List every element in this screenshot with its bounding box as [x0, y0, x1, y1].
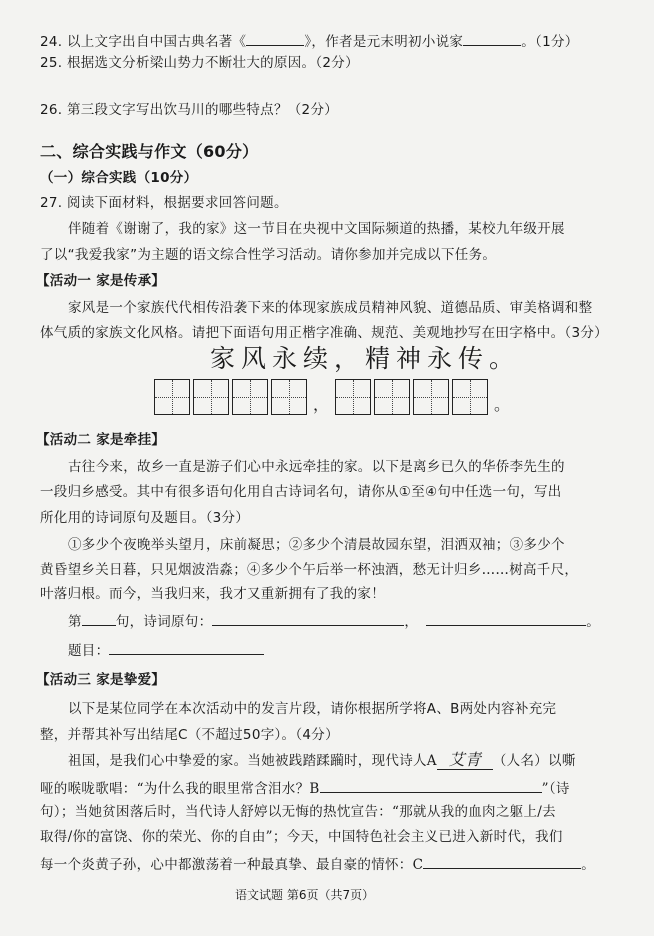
q24-text-2: 》，作者是元末明初小说家 — [304, 34, 464, 50]
activity-2-text: 古往今来，故乡一直是游子们心中永远牵挂的家。以下是离乡已久的华侨李先生的 — [68, 459, 565, 475]
handwritten-answer-a: 艾青 — [448, 750, 482, 769]
speech-line: 句）；当她贫困落后时，当代诗人舒婷以无悔的热忱宣告：“那就从我的血肉之躯上/去 — [40, 804, 556, 820]
grid-period: 。 — [494, 395, 511, 414]
question-25: 25. 根据选文分析梁山势力不断壮大的原因。（2分） — [40, 55, 359, 71]
poem-title-blank[interactable] — [109, 640, 264, 655]
speech-text: （人名）以嘶 — [492, 753, 576, 769]
activity-2-text: 所化用的诗词原句及题目。（3分） — [40, 510, 250, 526]
question-26: 26. 第三段文字写出饮马川的哪些特点？（2分） — [40, 102, 339, 118]
activity-2-text: 一段归乡感受。其中有很多语句化用自古诗词名句，请你从①至④句中任选一句，写出 — [40, 484, 562, 500]
activity-2-title: 【活动二 家是牵挂】 — [36, 432, 166, 448]
speech-line: 取得/你的富饶、你的荣光、你的自由”；今天，中国特色社会主义已进入新时代，我们 — [40, 829, 563, 845]
poem-line-2-blank[interactable] — [426, 611, 586, 626]
sentence-number-blank[interactable] — [82, 611, 116, 626]
tianzige-box[interactable] — [193, 379, 229, 415]
q24-text: 24. 以上文字出自中国古典名著《 — [40, 34, 247, 50]
tianzige-box[interactable] — [271, 379, 307, 415]
speech-line — [40, 778, 570, 798]
activity-1-title: 【活动一 家是传承】 — [36, 273, 166, 289]
passage-line: 黄昏望乡关日暮，只见烟波浩淼；④多少个午后举一杯浊酒，愁无计归乡……树高千尺， — [40, 562, 579, 578]
q24-score: 。（1分） — [521, 34, 579, 50]
tianzige-box[interactable] — [413, 379, 449, 415]
speech-text: 哑的喉咙歌唱：“为什么我的眼里常含泪水？B — [40, 781, 320, 797]
activity-1-text: 体气质的家族文化风格。请把下面语句用正楷字准确、规范、美观地抄写在田字格中。（3分） — [40, 325, 608, 341]
poem-line-1-blank[interactable] — [212, 611, 404, 626]
subsection-heading: （一）综合实践（10分） — [40, 170, 198, 186]
speech-text: 。 — [581, 857, 596, 873]
tianzige-grid — [154, 379, 516, 415]
intro-line: 伴随着《谢谢了，我的家》这一节目在央视中文国际频道的热播，某校九年级开展 — [68, 221, 565, 237]
q24-book-blank[interactable] — [246, 31, 304, 46]
title-label: 题目： — [68, 643, 110, 659]
answer-c-blank[interactable] — [423, 854, 581, 869]
title-answer-line — [68, 640, 264, 660]
section-heading: 二、综合实践与作文（60分） — [40, 142, 259, 161]
tianzige-box[interactable] — [335, 379, 371, 415]
calligraphy-sample: 家风永续，精神永传。 — [210, 344, 521, 373]
intro-line: 了以“我爱我家”为主题的语文综合性学习活动。请你参加并完成以下任务。 — [40, 247, 497, 263]
grid-comma: ， — [313, 395, 330, 414]
punct: 。 — [586, 614, 601, 630]
punct: ， — [404, 614, 419, 630]
question-27: 27. 阅读下面材料，根据要求回答问题。 — [40, 195, 288, 211]
tianzige-box[interactable] — [154, 379, 190, 415]
answer-label: 第 — [68, 614, 82, 630]
speech-text: 祖国，是我们心中挚爱的家。当她被践踏蹂躏时，现代诗人A — [68, 753, 437, 769]
question-24 — [40, 31, 579, 51]
answer-b-blank[interactable] — [320, 778, 542, 793]
speech-line — [68, 751, 576, 770]
tianzige-box[interactable] — [232, 379, 268, 415]
passage-line: ①多少个夜晚举头望月，床前凝思；②多少个清晨故园东望，泪洒双袖；③多少个 — [68, 537, 565, 553]
speech-text: 每一个炎黄子孙，心中都激荡着一种最真挚、最自豪的情怀：C — [40, 857, 424, 873]
activity-3-title: 【活动三 家是挚爱】 — [36, 672, 166, 688]
speech-line — [40, 854, 595, 874]
q24-author-blank[interactable] — [463, 31, 521, 46]
speech-text: ”（诗 — [541, 781, 570, 797]
answer-label: 句，诗词原句： — [115, 614, 213, 630]
activity-1-text: 家风是一个家族代代相传沿袭下来的体现家族成员精神风貌、道德品质、审美格调和整 — [68, 300, 593, 316]
activity-3-text: 整，并帮其补写出结尾C（不超过50字）。（4分） — [40, 727, 339, 743]
answer-line — [68, 611, 600, 631]
passage-line: 叶落归根。而今，当我归来，我才又重新拥有了我的家！ — [40, 586, 385, 602]
answer-a-blank[interactable] — [437, 751, 493, 770]
page-footer: 语文试题 第6页（共7页） — [235, 888, 375, 902]
tianzige-box[interactable] — [374, 379, 410, 415]
activity-3-text: 以下是某位同学在本次活动中的发言片段，请你根据所学将A、B两处内容补充完 — [68, 701, 557, 717]
tianzige-box[interactable] — [452, 379, 488, 415]
